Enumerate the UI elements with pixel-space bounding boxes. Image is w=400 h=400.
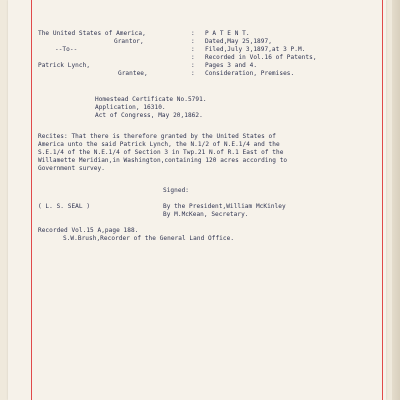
certificate-number: Homestead Certificate No.5791. xyxy=(95,96,207,103)
grantee-name: Patrick Lynch, xyxy=(38,62,91,69)
recorded-volume: Recorded Vol.15 A,page 188. xyxy=(38,227,139,234)
versus-text: --To-- xyxy=(55,46,78,53)
recites-line: Government survey. xyxy=(38,165,105,172)
certificate-application: Application, 16310. xyxy=(95,104,166,111)
recorder-name: S.W.Brush,Recorder of the General Land Office. xyxy=(63,235,235,242)
right-margin-rule xyxy=(382,0,383,400)
patent-heading: P A T E N T. xyxy=(205,30,250,37)
secretary-signature: By M.McKean, Secretary. xyxy=(163,211,249,218)
separator-colon: : xyxy=(191,54,195,61)
grantee-role: Grantee, xyxy=(118,70,148,77)
separator-colon: : xyxy=(191,62,195,69)
recites-line: Willamette Meridian,in Washington,containing 120 acres according to xyxy=(38,157,288,164)
patent-filed: Filed,July 3,1897,at 3 P.M. xyxy=(205,46,306,53)
patent-recorded: Recorded in Vol.16 of Patents, xyxy=(205,54,317,61)
signed-label: Signed: xyxy=(163,187,190,194)
recites-line: America unto the said Patrick Lynch, the N.1/2 of N.E.1/4 and the xyxy=(38,141,280,148)
patent-pages: Pages 3 and 4. xyxy=(205,62,258,69)
separator-colon: : xyxy=(191,38,195,45)
grantor-name: The United States of America, xyxy=(38,30,146,37)
certificate-act: Act of Congress, May 20,1862. xyxy=(95,112,203,119)
patent-dated: Dated,May 25,1897, xyxy=(205,38,272,45)
separator-colon: : xyxy=(191,30,195,37)
document-page xyxy=(8,0,386,400)
page-edge-shadow xyxy=(392,0,400,400)
president-signature: By the President,William McKinley xyxy=(163,203,286,210)
left-margin-rule xyxy=(31,0,32,400)
patent-consideration: Consideration, Premises. xyxy=(205,70,295,77)
recites-line: Recites: That there is therefore granted by the United States of xyxy=(38,133,276,140)
separator-colon: : xyxy=(191,70,195,77)
grantor-role: Grantor, xyxy=(114,38,144,45)
seal-text: ( L. S. SEAL ) xyxy=(38,203,91,210)
recites-line: S.E.1/4 of the N.E.1/4 of Section 3 in Twp.21 N.of R.1 East of the xyxy=(38,149,284,156)
separator-colon: : xyxy=(191,46,195,53)
